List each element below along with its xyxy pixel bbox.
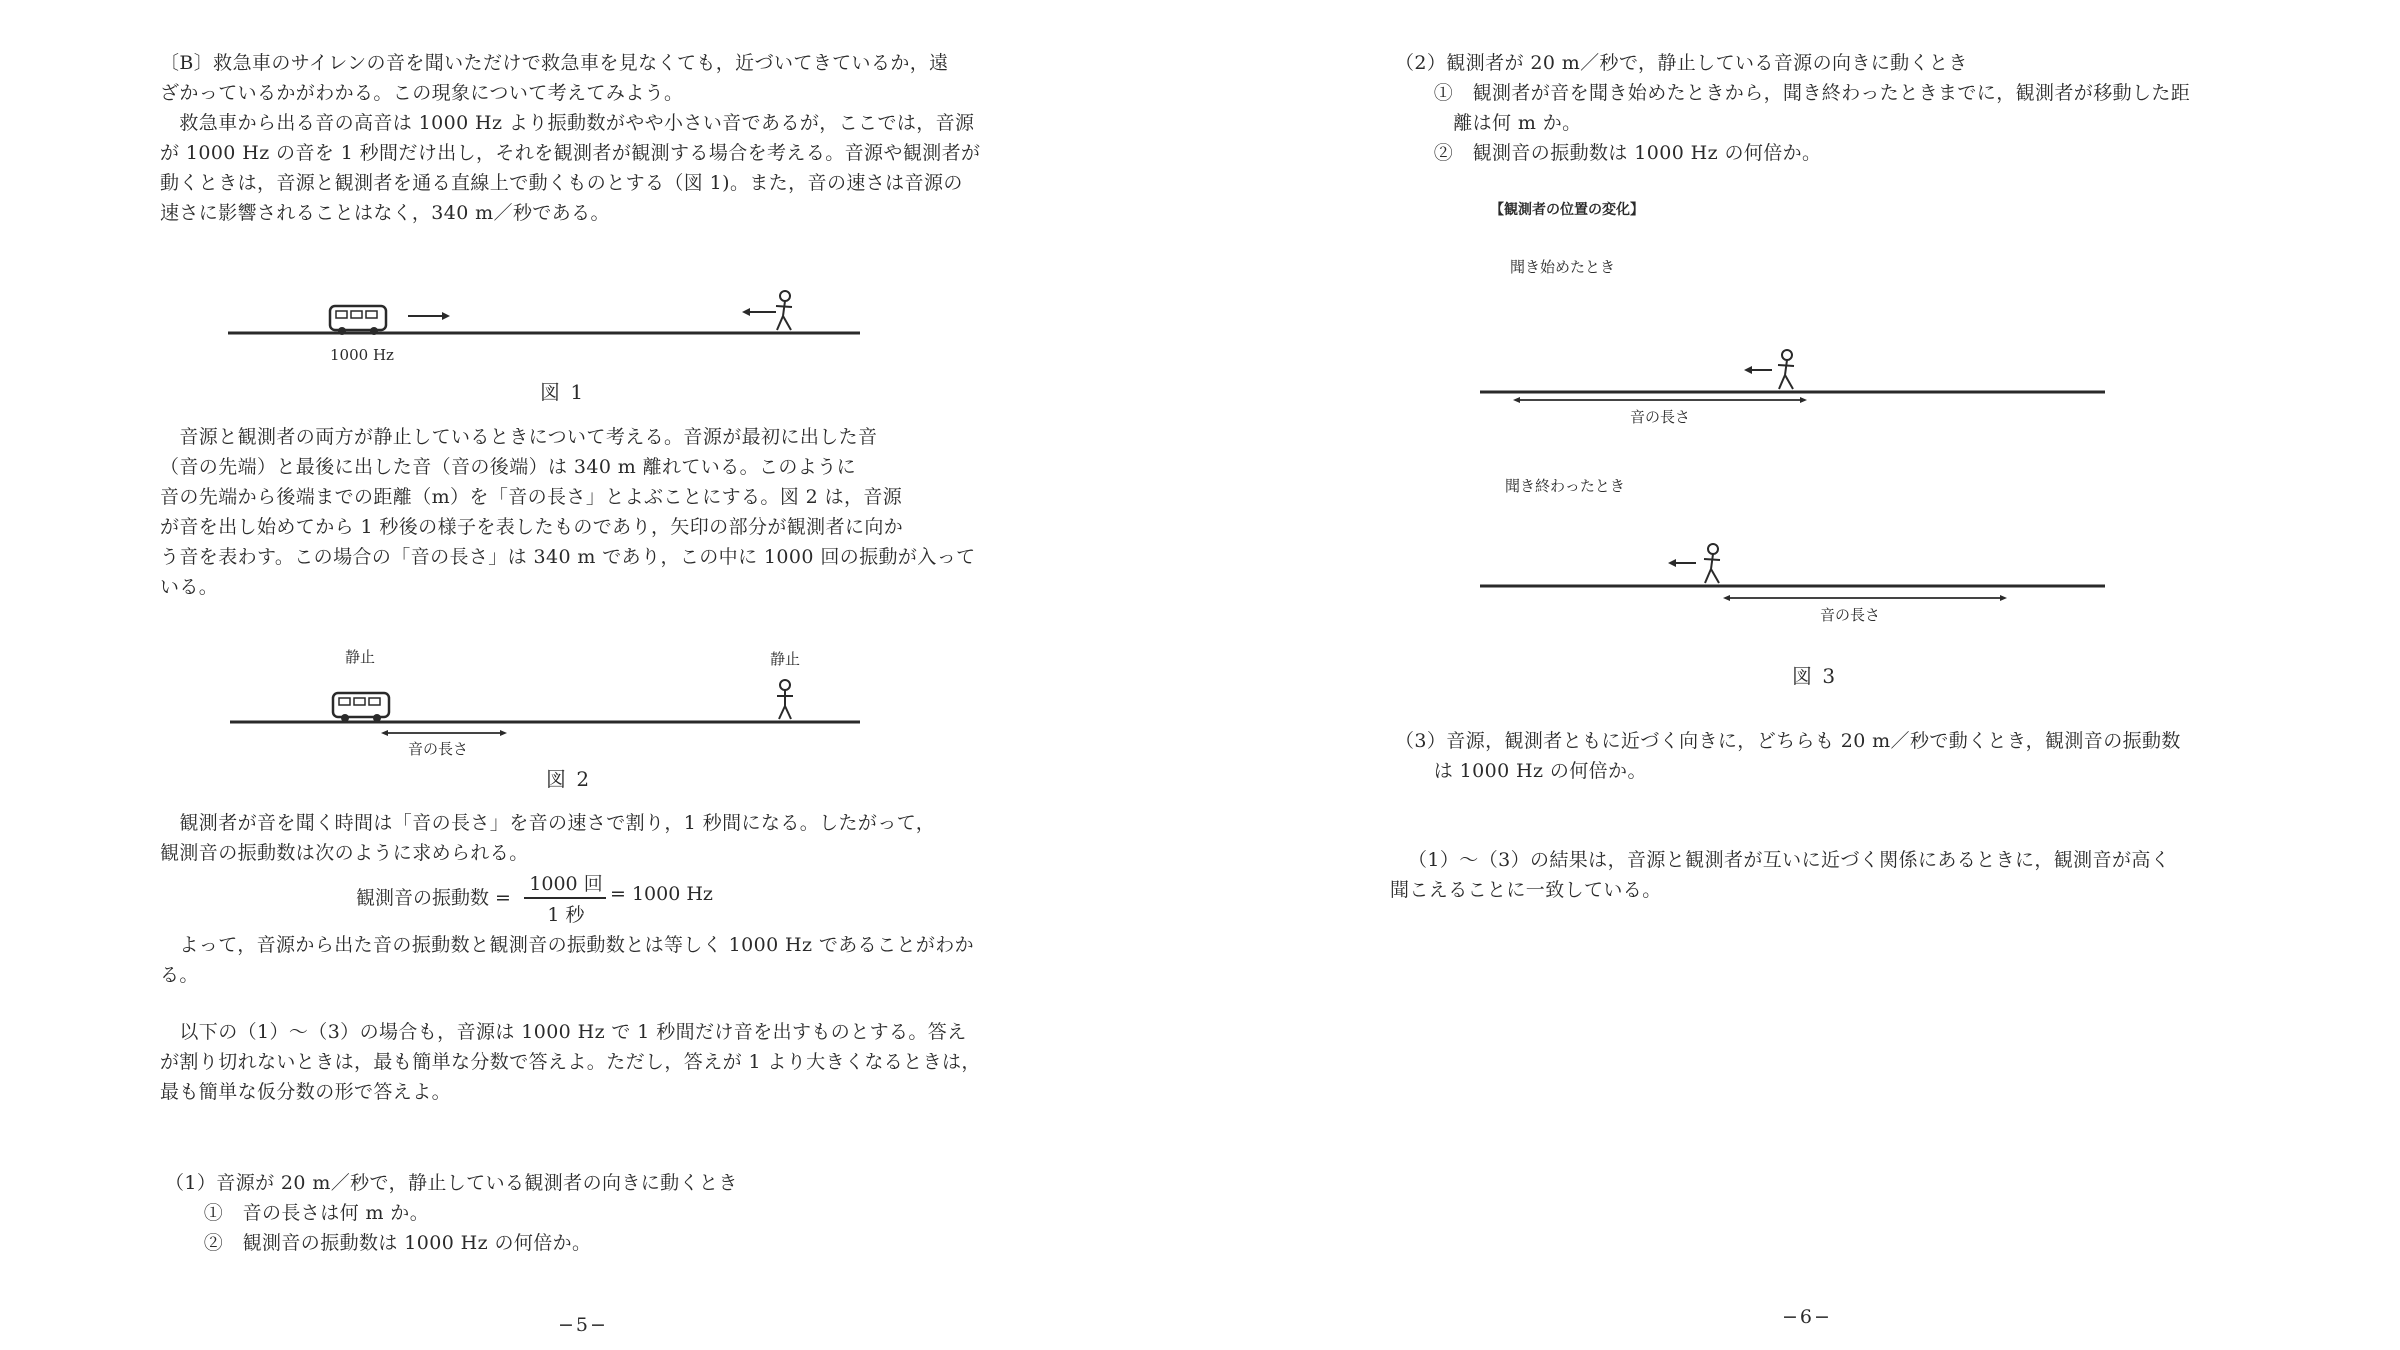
para-line: いる。 — [160, 576, 219, 598]
figure-3-top — [1480, 340, 2180, 420]
sound-length-label-top: 音の長さ — [1630, 408, 1691, 426]
paragraph-2 — [160, 422, 976, 602]
para-line: 以下の（1）～（3）の場合も，音源は 1000 Hz で 1 秒間だけ音を出すものとする。答え — [160, 1021, 967, 1043]
question-line: （2）観測者が 20 m／秒で，静止している音源の向きに動くとき — [1395, 52, 1968, 74]
double-arrow-icon — [381, 730, 507, 736]
formula-lhs: 観測音の振動数 = — [356, 887, 511, 909]
question-line: 離は何 m か。 — [1395, 112, 1582, 134]
walking-person-icon — [1778, 350, 1794, 389]
question-3 — [1395, 726, 2181, 786]
sound-length-label-bottom: 音の長さ — [1820, 606, 1881, 624]
double-arrow-icon — [1513, 397, 1807, 403]
question-line: ② 観測音の振動数は 1000 Hz の何倍か。 — [1395, 142, 1822, 164]
formula-rhs: = 1000 Hz — [610, 883, 713, 905]
question-line: （1）音源が 20 m／秒で，静止している観測者の向きに動くとき — [165, 1172, 738, 1194]
fraction-bar — [524, 897, 606, 899]
paragraph-3 — [160, 808, 935, 868]
para-line: 聞こえることに一致している。 — [1390, 879, 1662, 901]
para-line: 観測音の振動数は次のように求められる。 — [160, 842, 529, 864]
question-2 — [1395, 48, 2190, 168]
paragraph-5 — [160, 1017, 981, 1107]
standing-person-icon — [777, 680, 793, 719]
para-line: 観測者が音を聞く時間は「音の長さ」を音の速さで割り，1 秒間になる。したがって， — [160, 812, 936, 834]
intro-paragraph — [160, 48, 980, 228]
source-static-label: 静止 — [345, 648, 376, 666]
page-6 — [1200, 0, 2400, 1350]
start-listening-label: 聞き始めたとき — [1510, 258, 1616, 276]
double-arrow-icon — [1723, 595, 2007, 601]
intro-line: 速さに影響されることはなく，340 m／秒である。 — [160, 202, 610, 224]
figure-1 — [220, 290, 920, 360]
ambulance-icon — [330, 306, 386, 335]
question-line: （3）音源，観測者ともに近づく向きに，どちらも 20 m／秒で動くとき，観測音の振動数 — [1395, 730, 2181, 752]
intro-line: が 1000 Hz の音を 1 秒間だけ出し，それを観測者が観測する場合を考える。音源や観測者が — [160, 142, 981, 164]
formula-numerator: 1000 回 — [529, 873, 603, 895]
left-arrow-icon — [742, 308, 776, 316]
para-line: う音を表わす。この場合の「音の長さ」は 340 m であり，この中に 1000 回の振動が入って — [160, 546, 976, 568]
paragraph-4 — [160, 930, 974, 990]
para-line: が割り切れないときは，最も簡単な分数で答えよ。ただし，答えが 1 より大きくなるときは， — [160, 1051, 981, 1073]
figure-3-heading: 【観測者の位置の変化】 — [1490, 202, 1644, 218]
page-number: −6− — [1782, 1306, 1832, 1328]
walking-person-icon — [1704, 544, 1720, 583]
figure-2 — [220, 676, 920, 746]
figure-3-caption: 図 3 — [1792, 664, 1838, 688]
intro-line: 〔B〕救急車のサイレンの音を聞いただけで救急車を見なくても，近づいてきているか，遠 — [160, 52, 949, 74]
sound-length-label: 音の長さ — [408, 740, 469, 758]
intro-line: 救急車から出る音の高音は 1000 Hz より振動数がやや小さい音であるが，ここでは，音源 — [160, 112, 975, 134]
formula-denominator: 1 秒 — [547, 904, 585, 926]
question-line: ① 観測者が音を聞き始めたときから，聞き終わったときまでに，観測者が移動した距 — [1395, 82, 2191, 104]
left-arrow-icon — [1668, 559, 1696, 567]
para-line: 最も簡単な仮分数の形で答えよ。 — [160, 1081, 452, 1103]
ambulance-icon — [333, 693, 389, 722]
question-line: ② 観測音の振動数は 1000 Hz の何倍か。 — [165, 1232, 592, 1254]
left-arrow-icon — [1744, 366, 1772, 374]
para-line: が音を出し始めてから 1 秒後の様子を表したものであり，矢印の部分が観測者に向か — [160, 516, 904, 538]
question-1 — [165, 1168, 738, 1258]
figure-1-caption: 図 1 — [540, 380, 586, 404]
page-number: −5− — [558, 1314, 608, 1336]
intro-line: 動くときは，音源と観測者を通る直線上で動くものとする（図 1)。また，音の速さは音源の — [160, 172, 963, 194]
end-listening-label: 聞き終わったとき — [1505, 477, 1625, 495]
para-line: る。 — [160, 964, 199, 986]
para-line: 音源と観測者の両方が静止しているときについて考える。音源が最初に出した音 — [160, 426, 878, 448]
para-line: よって，音源から出た音の振動数と観測音の振動数とは等しく 1000 Hz であることがわか — [160, 934, 975, 956]
walking-person-icon — [776, 291, 792, 330]
intro-line: ざかっているかがわかる。この現象について考えてみよう。 — [160, 82, 684, 104]
right-arrow-icon — [408, 312, 450, 320]
observer-static-label: 静止 — [770, 650, 801, 668]
figure-2-caption: 図 2 — [546, 767, 592, 791]
para-line: 音の先端から後端までの距離（m）を「音の長さ」とよぶことにする。図 2 は，音源 — [160, 486, 903, 508]
para-line: （1）～（3）の結果は，音源と観測者が互いに近づく関係にあるときに，観測音が高く — [1408, 849, 2171, 871]
frequency-label: 1000 Hz — [330, 346, 394, 364]
para-line: （音の先端）と最後に出した音（音の後端）は 340 m 離れている。このように — [160, 456, 857, 478]
conclusion-paragraph — [1390, 845, 2170, 905]
question-line: は 1000 Hz の何倍か。 — [1395, 760, 1647, 782]
question-line: ① 音の長さは何 m か。 — [165, 1202, 430, 1224]
